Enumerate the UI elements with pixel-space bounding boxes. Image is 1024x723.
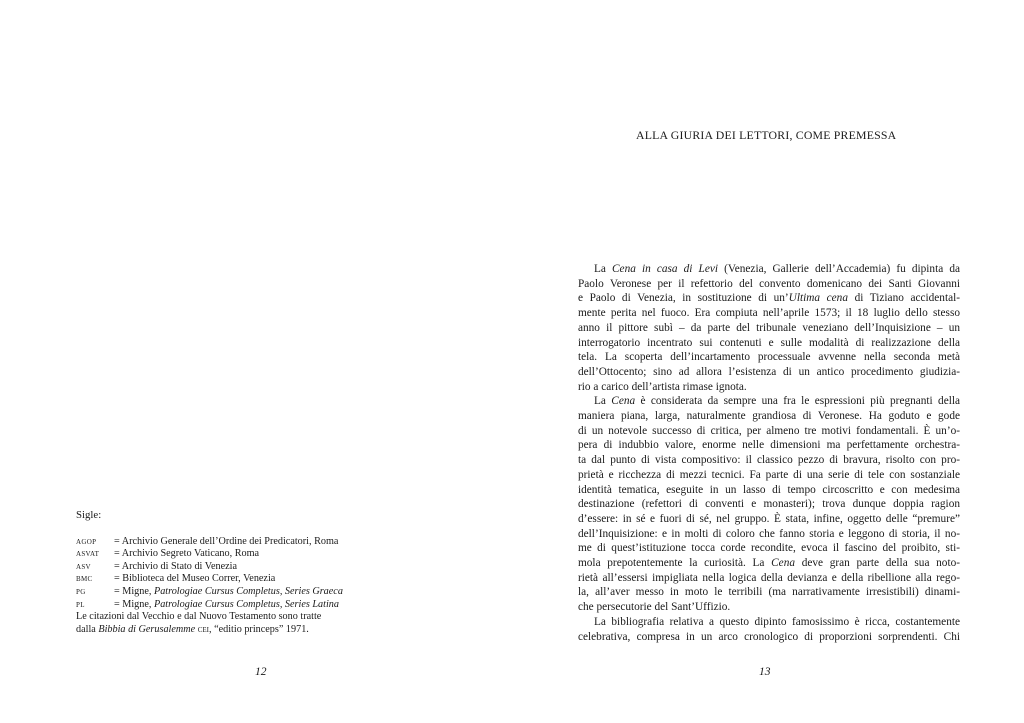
sigle-desc: = Archivio Generale dell’Ordine dei Predicatori, Roma <box>114 535 339 547</box>
citation-line-1: Le citazioni dal Vecchio e dal Nuovo Testamento sono tratte <box>76 611 322 623</box>
body-line <box>578 321 960 336</box>
sigle-row <box>76 536 376 549</box>
body-italic-text: Cena <box>771 557 795 570</box>
body-line <box>578 438 960 453</box>
body-text-segment: La <box>594 395 612 408</box>
body-line <box>578 571 960 586</box>
sigle-row <box>76 599 376 612</box>
body-text-segment: destinazione (refettori di conventi e monasteri); trova dunque doppia ragion <box>578 498 960 511</box>
body-line <box>578 277 960 292</box>
sigle-abbr: pg <box>76 585 86 597</box>
sigle-desc: = Migne, <box>114 598 154 610</box>
sigle-list <box>76 536 376 612</box>
body-line <box>578 291 960 306</box>
body-text-segment: tela. La scoperta dell’incartamento processuale avvenne nella seconda metà <box>578 351 960 364</box>
body-line <box>578 600 960 615</box>
sigle-row <box>76 561 376 574</box>
page-number-right: 13 <box>759 666 771 678</box>
body-line <box>578 630 960 645</box>
sigle-row <box>76 586 376 599</box>
body-text-segment: celebrativa, compresa in un arco cronologico di proporzioni sorprendenti. Chi <box>578 630 960 643</box>
body-text-segment: interrogatorio incentrato sui contenuti e sulle modalità di realizzazione della <box>578 336 960 349</box>
body-text-segment: identità tematica, eseguite in un lasso di tempo circoscritto e con medesima <box>578 483 960 496</box>
body-line <box>578 468 960 483</box>
body-line <box>578 453 960 468</box>
body-text-segment: mola prepotentemente la curiosità. La <box>578 557 772 570</box>
sigle-desc: = Migne, <box>114 585 154 597</box>
citation-line-2 <box>76 624 376 637</box>
body-text <box>578 262 960 644</box>
body-text-segment: (Venezia, Gallerie dell’Accademia) fu dipinta da <box>717 263 960 275</box>
body-text-segment: pera di indubbio valore, enorme nelle dimensioni ma perfettamente orchestra- <box>578 439 960 452</box>
page-number-left: 12 <box>255 666 267 678</box>
chapter-title: ALLA GIURIA DEI LETTORI, COME PREMESSA <box>636 128 897 142</box>
sigle-desc: = Biblioteca del Museo Correr, Venezia <box>114 573 276 585</box>
citation-bible-title: Bibbia di Gerusalemme <box>98 623 196 635</box>
sigle-abbr: pl <box>76 598 85 610</box>
body-text-segment: e Paolo di Venezia, in sostituzione di un’ <box>578 292 789 305</box>
citation-cei: cei <box>197 623 209 635</box>
sigle-desc: = Archivio Segreto Vaticano, Roma <box>114 548 260 560</box>
body-text-segment: maniera piana, larga, naturalmente grandiosa di Veronese. Ha goduto e gode <box>578 410 960 423</box>
sigle-row <box>76 573 376 586</box>
sigle-abbr: asv <box>76 560 91 572</box>
citation-prefix: dalla <box>76 623 99 635</box>
body-line <box>578 350 960 365</box>
body-line <box>578 262 960 277</box>
sigle-desc: = Archivio di Stato di Venezia <box>114 560 237 572</box>
body-text-segment: d’essere: in sé e fuori di sé, nel gruppo. È stata, infine, oggetto delle “premure” <box>578 512 960 525</box>
body-text-segment: Paolo Veronese per il refettorio del convento domenicano dei Santi Giovanni <box>578 277 960 290</box>
body-line <box>578 512 960 527</box>
body-text-segment: la, all’aver messo in moto le terribili (ma narrativamente irresistibili) dinami- <box>578 586 960 599</box>
body-line <box>578 409 960 424</box>
body-text-segment: deve gran parte della sua noto- <box>795 557 961 570</box>
body-line <box>578 585 960 600</box>
body-line <box>578 424 960 439</box>
body-line <box>578 541 960 556</box>
body-line <box>578 483 960 498</box>
right-page <box>512 0 1024 723</box>
sigle-desc-italic: Patrologiae Cursus Completus, Series Latina <box>153 598 339 610</box>
body-line <box>578 380 960 395</box>
body-text-segment: di un notevole successo di critica, per almeno tre motivi fondamentali. È un’o- <box>578 424 960 437</box>
body-text-segment: che persecutorie del Sant’Uffizio. <box>578 601 731 614</box>
body-text-segment: dell’Inquisizione: e in molti di coloro che fanno storia e leggono di storia, il no- <box>578 527 960 540</box>
body-line <box>578 556 960 571</box>
body-text-segment: La <box>594 263 613 275</box>
body-text-segment: ta dal punto di vista compositivo: il classico pezzo di bravura, risolto con pro- <box>578 454 960 467</box>
sigle-abbr: bmc <box>76 573 93 585</box>
body-line <box>578 615 960 630</box>
body-italic-text: Cena <box>611 395 636 408</box>
body-text-segment: prietà e ricchezza di mezzi tecnici. Fa parte di una serie di tele con sostanziale <box>578 468 960 481</box>
sigle-title: Sigle: <box>76 509 102 521</box>
sigle-abbr: agop <box>76 535 97 547</box>
body-line <box>578 527 960 542</box>
body-text-segment: dell’Ottocento; sino ad allora l’esistenza di un antico procedimento giudizia- <box>578 365 960 378</box>
sigle-abbr: asvat <box>76 548 100 560</box>
body-line <box>578 497 960 512</box>
body-text-segment: di Tiziano accidental- <box>847 292 961 305</box>
citation-suffix: , “editio princeps” 1971. <box>208 623 309 635</box>
body-line <box>578 336 960 351</box>
body-italic-text: Ultima cena <box>788 292 848 305</box>
body-text-segment: rietà all’essersi impigliata nella logica della devianza e della ribellione alla rego- <box>578 571 960 584</box>
body-line <box>578 306 960 321</box>
body-text-segment: è considerata da sempre una fra le espressioni più pregnanti della <box>635 395 960 408</box>
body-text-segment: La bibliografia relativa a questo dipinto famosissimo è ricca, costantemente <box>594 615 960 628</box>
body-italic-text: Cena in casa di Levi <box>612 263 718 275</box>
body-line <box>578 394 960 409</box>
sigle-row <box>76 548 376 561</box>
body-text-segment: me di quest’istituzione tocca corde recondite, evoca il fascino del proibito, sti- <box>578 542 960 555</box>
body-text-segment: anno il pittore subì – da parte del tribunale veneziano dell’Inquisizione – un <box>578 321 960 334</box>
sigle-desc-italic: Patrologiae Cursus Completus, Series Graeca <box>153 585 343 597</box>
body-text-segment: rio a carico dell’artista rimase ignota. <box>578 380 747 393</box>
sigle-block <box>76 509 376 636</box>
body-text-segment: mente perita nel fuoco. Era compiuta nell’aprile 1573; il 18 luglio dello stesso <box>578 307 960 320</box>
body-line <box>578 365 960 380</box>
